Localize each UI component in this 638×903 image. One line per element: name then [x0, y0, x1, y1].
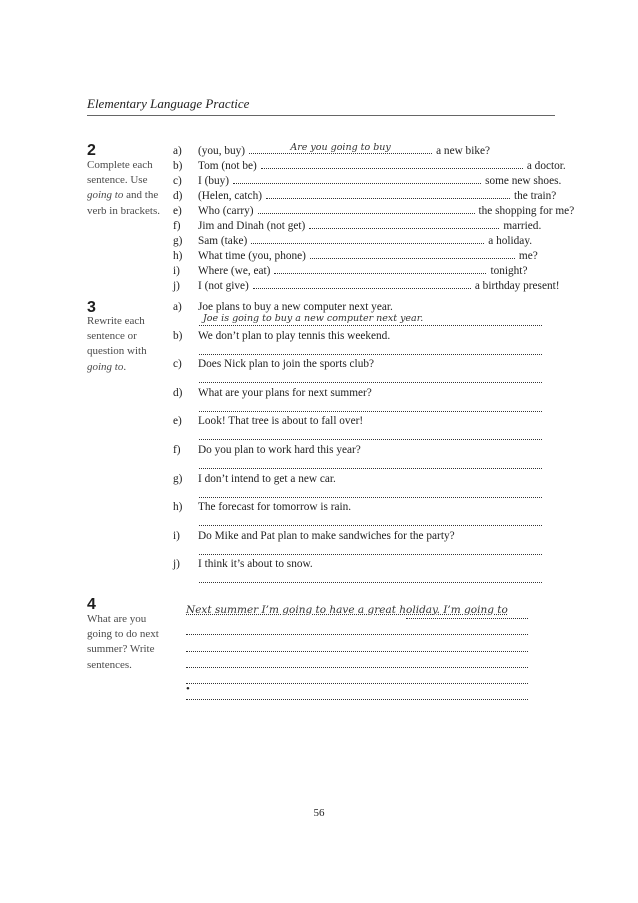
answer-line[interactable]: [186, 651, 528, 652]
item-letter: b): [173, 329, 183, 342]
item-letter: e): [173, 415, 182, 428]
answer-line[interactable]: [406, 618, 528, 619]
item-letter: e): [173, 205, 182, 217]
item-completion: married.: [503, 220, 542, 232]
instruction-text: going to do next: [87, 628, 159, 641]
exercise-2-item: [173, 158, 566, 173]
answer-blank[interactable]: [261, 158, 523, 169]
instruction-text: question with: [87, 345, 147, 358]
answer-blank[interactable]: [233, 173, 481, 184]
item-letter: a): [173, 301, 182, 313]
exercise-3-item: [173, 500, 351, 514]
item-letter: j): [173, 280, 180, 292]
item-letter: d): [173, 190, 183, 202]
instruction-text: What are you: [87, 613, 147, 625]
handwritten-answer: Next summer I’m going to have a great holiday. I’m going to: [186, 604, 508, 616]
instruction-text: .: [123, 360, 127, 373]
item-completion: a holiday.: [488, 235, 533, 247]
exercise-2-item: [173, 188, 556, 203]
item-completion: me?: [518, 250, 538, 262]
instruction-text: Rewrite each: [87, 315, 145, 327]
answer-blank[interactable]: [274, 263, 486, 274]
item-completion: some new shoes.: [485, 175, 562, 187]
instruction-text: Complete each: [87, 159, 153, 171]
item-sentence: Do you plan to work hard this year?: [198, 444, 361, 456]
item-letter: b): [173, 160, 183, 172]
exercise-3-item: [173, 472, 336, 486]
item-letter: i): [173, 265, 180, 277]
exercise-2-instruction: [87, 158, 173, 219]
answer-line[interactable]: [199, 313, 542, 326]
item-sentence: We don’t plan to play tennis this weekend.: [198, 329, 391, 342]
exercise-4-instruction: [87, 612, 173, 673]
item-letter: g): [173, 235, 183, 247]
item-prompt: Jim and Dinah (not get): [198, 220, 306, 232]
exercise-2-item: [173, 203, 574, 218]
exercise-2-item: [173, 143, 490, 158]
item-sentence: Does Nick plan to join the sports club?: [198, 358, 375, 371]
item-completion: a new bike?: [436, 145, 491, 157]
item-completion: tonight?: [490, 265, 528, 277]
item-prompt: Tom (not be): [198, 160, 257, 172]
item-letter: f): [173, 444, 181, 456]
answer-line[interactable]: [199, 382, 542, 383]
answer-blank[interactable]: [310, 248, 515, 259]
handwritten-answer: Are you going to buy: [290, 142, 391, 153]
instruction-keyword: going to: [87, 360, 124, 373]
item-letter: d): [173, 386, 183, 399]
answer-blank[interactable]: [253, 278, 471, 289]
item-sentence: Look! That tree is about to fall over!: [198, 415, 364, 428]
instruction-text: summer? Write: [87, 643, 155, 656]
instruction-text: and the: [123, 189, 159, 202]
answer-line[interactable]: [186, 683, 528, 684]
item-letter: h): [173, 501, 183, 514]
page-header: Elementary Language Practice: [87, 96, 250, 111]
page-number: 56: [313, 807, 325, 819]
exercise-3-item: [173, 357, 374, 371]
item-sentence: Do Mike and Pat plan to make sandwiches for the party?: [198, 529, 455, 542]
exercise-4-number: 4: [87, 596, 96, 613]
instruction-text: sentence. Use: [87, 174, 148, 187]
item-letter: a): [173, 145, 182, 157]
item-completion: the train?: [513, 190, 557, 202]
exercise-3-item: [173, 300, 393, 314]
answer-line[interactable]: [186, 634, 528, 635]
exercise-3-item: [173, 557, 313, 571]
exercise-3-number: 3: [87, 299, 96, 316]
answer-line[interactable]: [199, 554, 542, 555]
exercise-3-item: [173, 386, 372, 400]
answer-line[interactable]: [199, 354, 542, 355]
exercise-2-item: [173, 248, 538, 263]
answer-blank[interactable]: [258, 203, 475, 214]
exercise-2-item: [173, 278, 560, 293]
item-sentence: What are your plans for next summer?: [198, 386, 372, 399]
exercise-2-item: [173, 233, 532, 248]
item-letter: c): [173, 358, 182, 371]
item-prompt: I (not give): [198, 280, 249, 292]
item-prompt: What time (you, phone): [198, 250, 306, 262]
exercise-3-item: [173, 443, 361, 457]
exercise-3-item: [173, 329, 390, 343]
item-prompt: I (buy): [198, 175, 230, 187]
answer-line[interactable]: [199, 468, 542, 469]
answer-line[interactable]: [186, 699, 528, 700]
stray-mark: •: [186, 683, 190, 695]
item-sentence: I think it’s about to snow.: [198, 558, 313, 571]
item-sentence: The forecast for tomorrow is rain.: [198, 501, 352, 514]
exercise-3-item: [173, 414, 363, 428]
answer-line[interactable]: [199, 411, 542, 412]
item-letter: h): [173, 250, 183, 262]
exercise-2-item: [173, 263, 527, 278]
answer-blank[interactable]: [251, 233, 484, 244]
item-letter: j): [173, 558, 180, 571]
item-letter: i): [173, 529, 180, 542]
exercise-2-number: 2: [87, 142, 96, 159]
item-prompt: (Helen, catch): [198, 190, 262, 202]
exercise-2-item: [173, 218, 541, 233]
answer-line[interactable]: [199, 582, 542, 583]
exercise-3-item: [173, 529, 455, 543]
exercise-2-item: [173, 173, 561, 188]
item-prompt: Who (carry): [198, 205, 254, 217]
item-prompt: (you, buy): [198, 145, 246, 157]
exercise-3-instruction: [87, 314, 173, 375]
instruction-keyword: going to: [87, 189, 124, 202]
answer-blank[interactable]: [266, 188, 510, 199]
header-rule: [87, 115, 555, 116]
answer-blank[interactable]: [309, 218, 499, 229]
item-letter: f): [173, 220, 181, 232]
handwritten-answer: Joe is going to buy a new computer next year.: [203, 313, 424, 324]
item-sentence: Joe plans to buy a new computer next year.: [198, 301, 393, 313]
item-letter: c): [173, 175, 182, 187]
item-letter: g): [173, 472, 183, 485]
item-sentence: I don’t intend to get a new car.: [198, 472, 336, 485]
answer-blank[interactable]: [249, 143, 432, 154]
instruction-text: verb in brackets.: [87, 204, 160, 217]
answer-line[interactable]: [199, 439, 542, 440]
item-prompt: Where (we, eat): [198, 265, 271, 277]
item-completion: a birthday present!: [474, 280, 560, 292]
answer-line[interactable]: [186, 667, 528, 668]
answer-line[interactable]: [199, 525, 542, 526]
item-prompt: Sam (take): [198, 235, 248, 247]
instruction-text: sentence or: [87, 330, 137, 343]
answer-line[interactable]: [199, 497, 542, 498]
item-completion: the shopping for me?: [478, 205, 575, 217]
item-completion: a doctor.: [526, 160, 566, 172]
exercise-4-example-answer: [186, 604, 508, 616]
instruction-text: sentences.: [87, 658, 132, 671]
